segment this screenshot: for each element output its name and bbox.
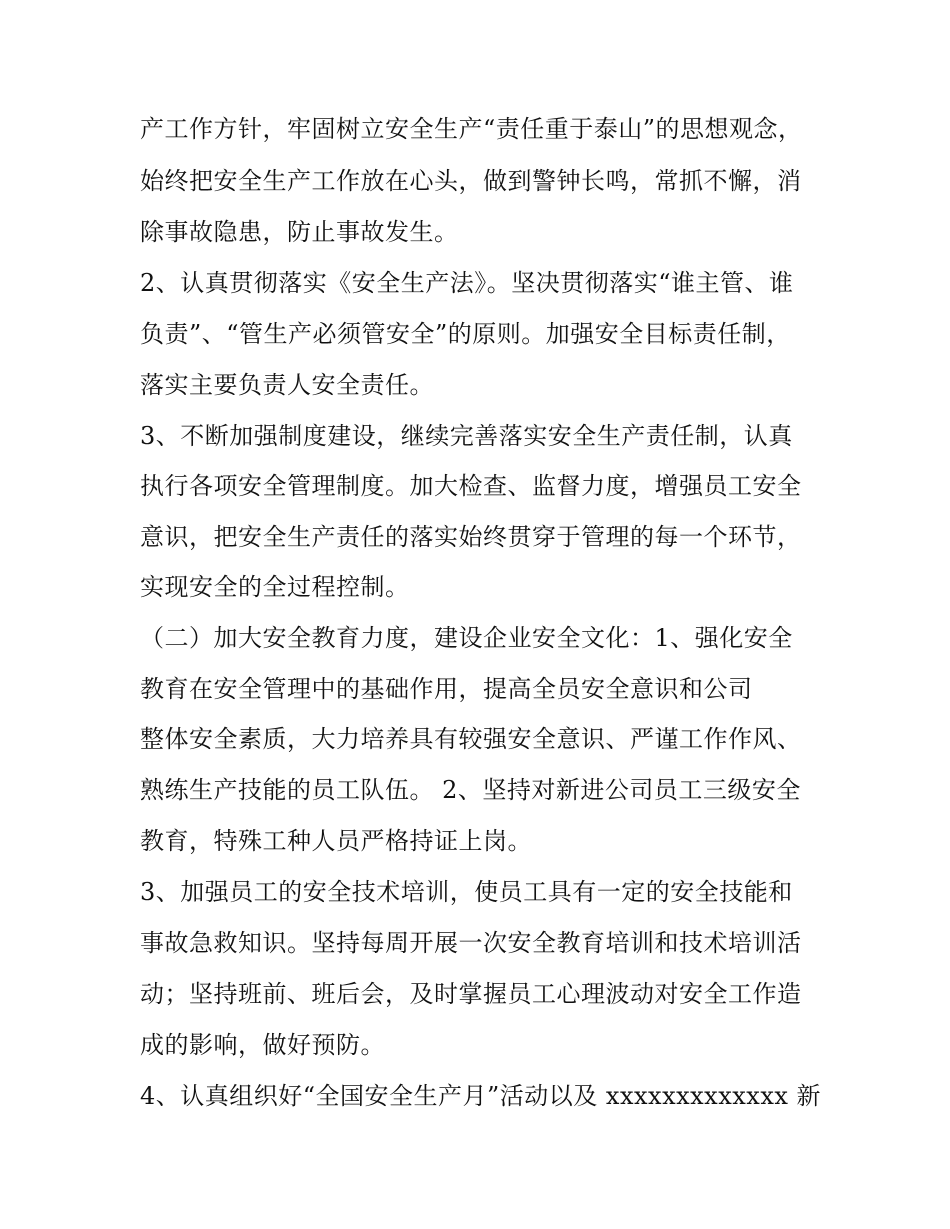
text-line: 产工作方针，牢固树立安全生产“责任重于泰山”的思想观念， [140,115,803,143]
text-line: 教育，特殊工种人员严格持证上岗。 [140,827,532,855]
text-line: 事故急救知识。坚持每周开展一次安全教育培训和技术培训活 [140,929,802,957]
text-line: 除事故隐患，防止事故发生。 [140,218,459,246]
text-line: 始终把安全生产工作放在心头，做到警钟长鸣，常抓不懈，消 [140,167,802,195]
text-line: 熟练生产技能的员工队伍。 2、坚持对新进公司员工三级安全 [140,776,801,804]
text-line: 教育在安全管理中的基础作用，提高全员安全意识和公司 [140,675,753,703]
text-line: 动；坚持班前、班后会，及时掌握员工心理波动对安全工作造 [140,980,802,1008]
text-line: 负责”、“管生产必须管安全”的原则。加强安全目标责任制， [140,320,791,348]
text-line: 3、加强员工的安全技术培训，使员工具有一定的安全技能和 [140,878,793,906]
text-line: 3、不断加强制度建设，继续完善落实安全生产责任制，认真 [140,422,793,450]
text-line: 4、认真组织好“全国安全生产月”活动以及 xxxxxxxxxxxxx 新 [140,1082,822,1110]
text-line: 2、认真贯彻落实《安全生产法》。坚决贯彻落实“谁主管、谁 [140,269,794,297]
text-line: 实现安全的全过程控制。 [140,573,410,601]
text-line: 成的影响，做好预防。 [140,1031,385,1059]
text-line: 意识，把安全生产责任的落实始终贯穿于管理的每一个环节， [140,523,802,551]
text-line: 整体安全素质，大力培养具有较强安全意识、严谨工作作风、 [140,725,802,753]
text-line: 执行各项安全管理制度。加大检查、监督力度，增强员工安全 [140,472,802,500]
text-line: （二）加大安全教育力度，建设企业安全文化：1、强化安全 [140,624,793,652]
text-line: 落实主要负责人安全责任。 [140,371,434,399]
